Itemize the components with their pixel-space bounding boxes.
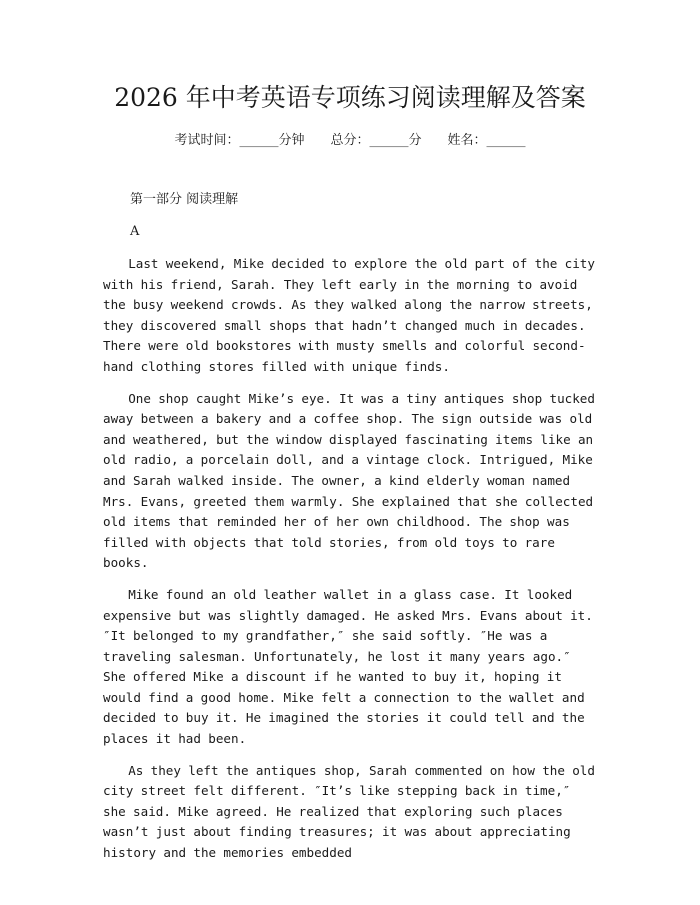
section-heading: 第一部分 阅读理解	[130, 192, 239, 207]
passage-body	[103, 254, 597, 875]
exam-info-line	[103, 131, 597, 151]
document-title: 2026 年中考英语专项练习阅读理解及答案	[114, 83, 586, 112]
exam-time-field: 考试时间：______分钟	[174, 133, 305, 148]
paragraph-1: Last weekend, Mike decided to explore the old part of the city with his friend, Sarah. They left early in the morning to avoid the busy weekend crowds. As they walked along the narrow streets, they discovered small shops that hadn’t changed much in decades. There were old bookstores with musty smells and colorful second-hand clothing stores filled with unique finds.	[103, 256, 595, 374]
student-name-field: 姓名：______	[447, 133, 526, 148]
paragraph-4: As they left the antiques shop, Sarah commented on how the old city street felt different. ″It’s like stepping back in time,″ she said. Mike agreed. He realized that exploring such places wasn’t just about finding treasures; it was about appreciating history and the memories embedded	[103, 762, 595, 861]
passage-label: A	[130, 224, 140, 239]
paragraph-3: Mike found an old leather wallet in a glass case. It looked expensive but was slightly damaged. He asked Mrs. Evans about it. ″It belonged to my grandfather,″ she said softly. ″He was a traveling salesman. Unfortunately, he lost it many years ago.″ She offered Mike a discount if he wanted to buy it, hoping it would find a good home. Mike felt a connection to the wallet and decided to buy it. He imagined the stories it could tell and the places it had been.	[103, 586, 593, 747]
paragraph-2: One shop caught Mike’s eye. It was a tiny antiques shop tucked away between a bakery and a coffee shop. The sign outside was old and weathered, but the window displayed fascinating items like an old radio, a porcelain doll, and a vintage clock. Intrigued, Mike and Sarah walked inside. The owner, a kind elderly woman named Mrs. Evans, greeted them warmly. She explained that she collected old items that reminded her of her own childhood. The shop was filled with objects that told stories, from old toys to rare books.	[103, 390, 595, 571]
total-score-field: 总分：______分	[330, 133, 422, 148]
